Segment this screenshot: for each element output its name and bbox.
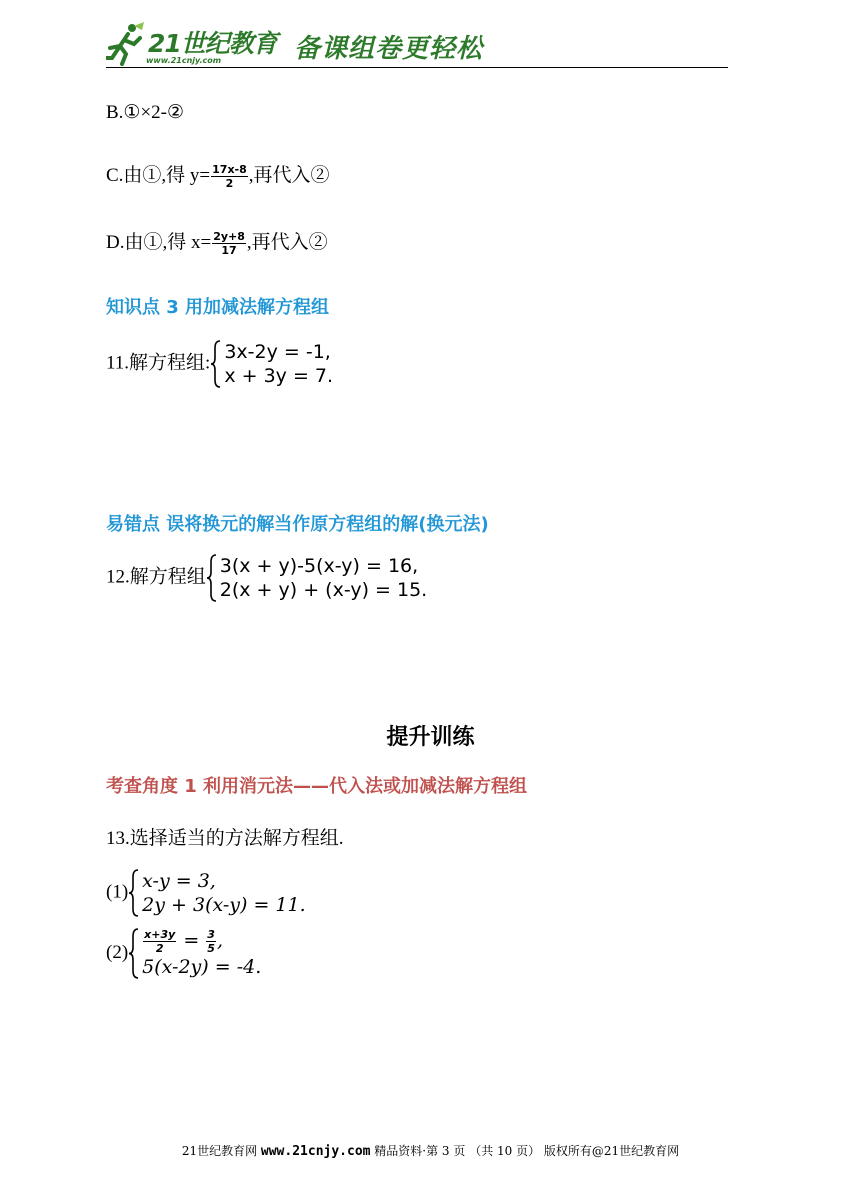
question-11 (106, 340, 333, 388)
footer-right: 精品资料·第 3 页 （共 10 页） 版权所有@21世纪教育网 (370, 1144, 680, 1158)
equation-system-11 (210, 340, 333, 388)
page-footer (0, 1142, 861, 1159)
equation-system-12 (206, 554, 427, 602)
page-header (106, 22, 728, 70)
question-12 (106, 554, 427, 602)
option-d-prefix: D.由①,得 x= (106, 232, 212, 253)
logo-url: www.21cnjy.com (146, 56, 222, 65)
fraction-denominator: 5 (207, 942, 215, 955)
equation-11-2: x + 3y = 7. (224, 365, 334, 387)
runner-logo-icon (106, 22, 146, 66)
equation-13-1-2: 2y + 3(x-y) = 11. (142, 894, 306, 916)
option-c (106, 160, 330, 190)
option-d-fraction (212, 230, 246, 257)
equation-system-13-2 (128, 928, 261, 979)
part-2-label: (2) (106, 941, 129, 963)
fraction-denominator: 2 (225, 177, 234, 191)
section-heading-error-prone: 易错点 误将换元的解当作原方程组的解(换元法) (106, 514, 489, 535)
question-13-part-1 (106, 869, 306, 917)
equation-13-1-1: x-y = 3, (142, 870, 216, 892)
fraction-numerator: 2y+8 (213, 230, 245, 244)
equation-system-13-1 (128, 869, 306, 917)
fraction-left (143, 928, 176, 955)
fraction-denominator: 2 (155, 942, 164, 955)
equation-11-1: 3x-2y = -1, (224, 341, 331, 363)
logo-text: 21世纪教育 (148, 29, 277, 58)
equals-sign: = (177, 929, 206, 952)
option-b: B.①×2-② (106, 102, 185, 123)
header-divider (106, 67, 728, 68)
left-brace-icon (128, 928, 140, 979)
footer-left: 21世纪教育网 (181, 1144, 261, 1158)
equation-12-1: 3(x + y)-5(x-y) = 16, (219, 555, 419, 577)
left-brace-icon (128, 869, 140, 917)
question-12-label: 12.解方程组 (106, 566, 206, 588)
option-c-fraction (211, 163, 248, 190)
comma: , (216, 929, 223, 952)
option-d-suffix: ,再代入② (246, 232, 328, 253)
question-13-part-2 (106, 928, 261, 979)
equation-13-2-2: 5(x-2y) = -4. (142, 956, 262, 978)
question-13-label: 13.选择适当的方法解方程组. (106, 828, 344, 849)
fraction-denominator: 17 (221, 244, 237, 258)
fraction-right (206, 928, 216, 955)
left-brace-icon (210, 340, 222, 388)
fraction-numerator: 3 (207, 928, 215, 941)
header-slogan: 备课组卷更轻松 (294, 34, 484, 64)
option-c-prefix: C.由①,得 y= (106, 165, 211, 186)
fraction-numerator: x+3y (144, 928, 176, 941)
left-brace-icon (206, 554, 218, 602)
option-c-suffix: ,再代入② (248, 165, 330, 186)
equation-12-2: 2(x + y) + (x-y) = 15. (219, 579, 428, 601)
part-1-label: (1) (106, 881, 129, 903)
section-heading-knowledge-3: 知识点 3 用加减法解方程组 (106, 297, 330, 318)
fraction-numerator: 17x-8 (212, 163, 247, 177)
section-title-improve: 提升训练 (386, 725, 475, 750)
equation-13-2-1 (142, 928, 261, 955)
option-d (106, 227, 328, 257)
section-heading-angle-1: 考查角度 1 利用消元法——代入法或加减法解方程组 (106, 776, 528, 797)
question-11-label: 11.解方程组: (106, 352, 211, 374)
footer-site-link[interactable]: www.21cnjy.com (260, 1144, 371, 1159)
